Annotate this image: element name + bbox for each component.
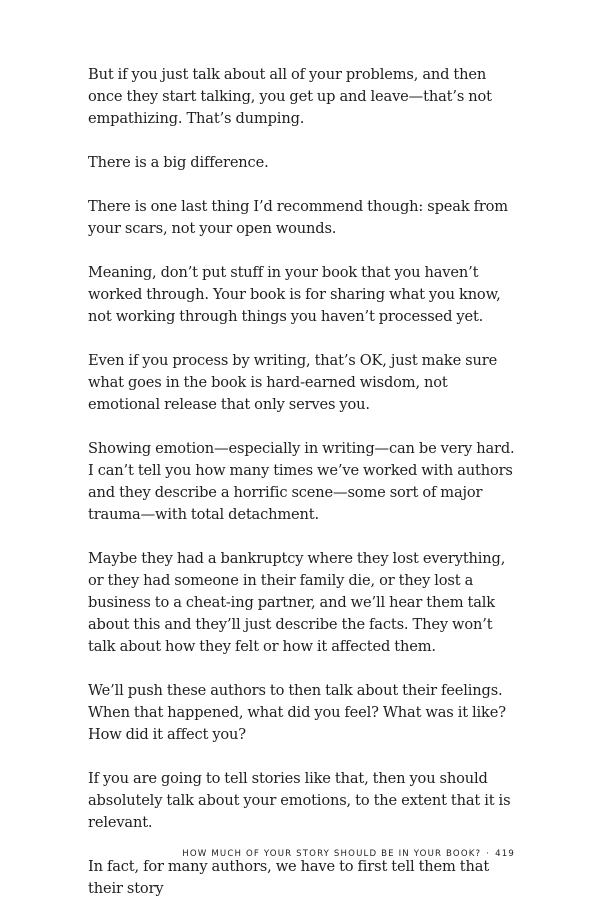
- paragraph: If you are going to tell stories like that, then you should absolutely talk about your emotions, to the extent that it is relevant.: [88, 770, 511, 831]
- paragraph: In fact, for many authors, we have to first tell them that their story: [88, 858, 490, 897]
- paragraph: There is a big difference.: [88, 154, 269, 171]
- body-text: [88, 64, 516, 900]
- paragraph: Showing emotion—especially in writing—can be very hard. I can’t tell you how many times we’ve worked with authors and they describe a horrific scene—some sort of major trauma—with total detachment.: [88, 440, 515, 523]
- running-head: HOW MUCH OF YOUR STORY SHOULD BE IN YOUR BOOK?: [182, 849, 482, 859]
- running-footer: [88, 849, 515, 859]
- paragraph: Maybe they had a bankruptcy where they lost everything, or they had someone in their family die, or they lost a business to a cheat-ing partner, and we’ll hear them talk about this and they’ll just describe the facts. They won’t talk about how they felt or how it affected them.: [88, 550, 506, 655]
- paragraph: Meaning, don’t put stuff in your book that you haven’t worked through. Your book is for sharing what you know, not working through things you haven’t processed yet.: [88, 264, 501, 325]
- page-number: 419: [495, 849, 515, 859]
- footer-separator: ·: [486, 849, 491, 859]
- paragraph: There is one last thing I’d recommend though: speak from your scars, not your open wounds.: [88, 198, 508, 237]
- paragraph: We’ll push these authors to then talk about their feelings. When that happened, what did you feel? What was it like? How did it affect you?: [88, 682, 506, 743]
- paragraph: But if you just talk about all of your problems, and then once they start talking, you get up and leave—that’s not empathizing. That’s dumping.: [88, 66, 492, 127]
- paragraph: Even if you process by writing, that’s OK, just make sure what goes in the book is hard-earned wisdom, not emotional release that only serves you.: [88, 352, 498, 413]
